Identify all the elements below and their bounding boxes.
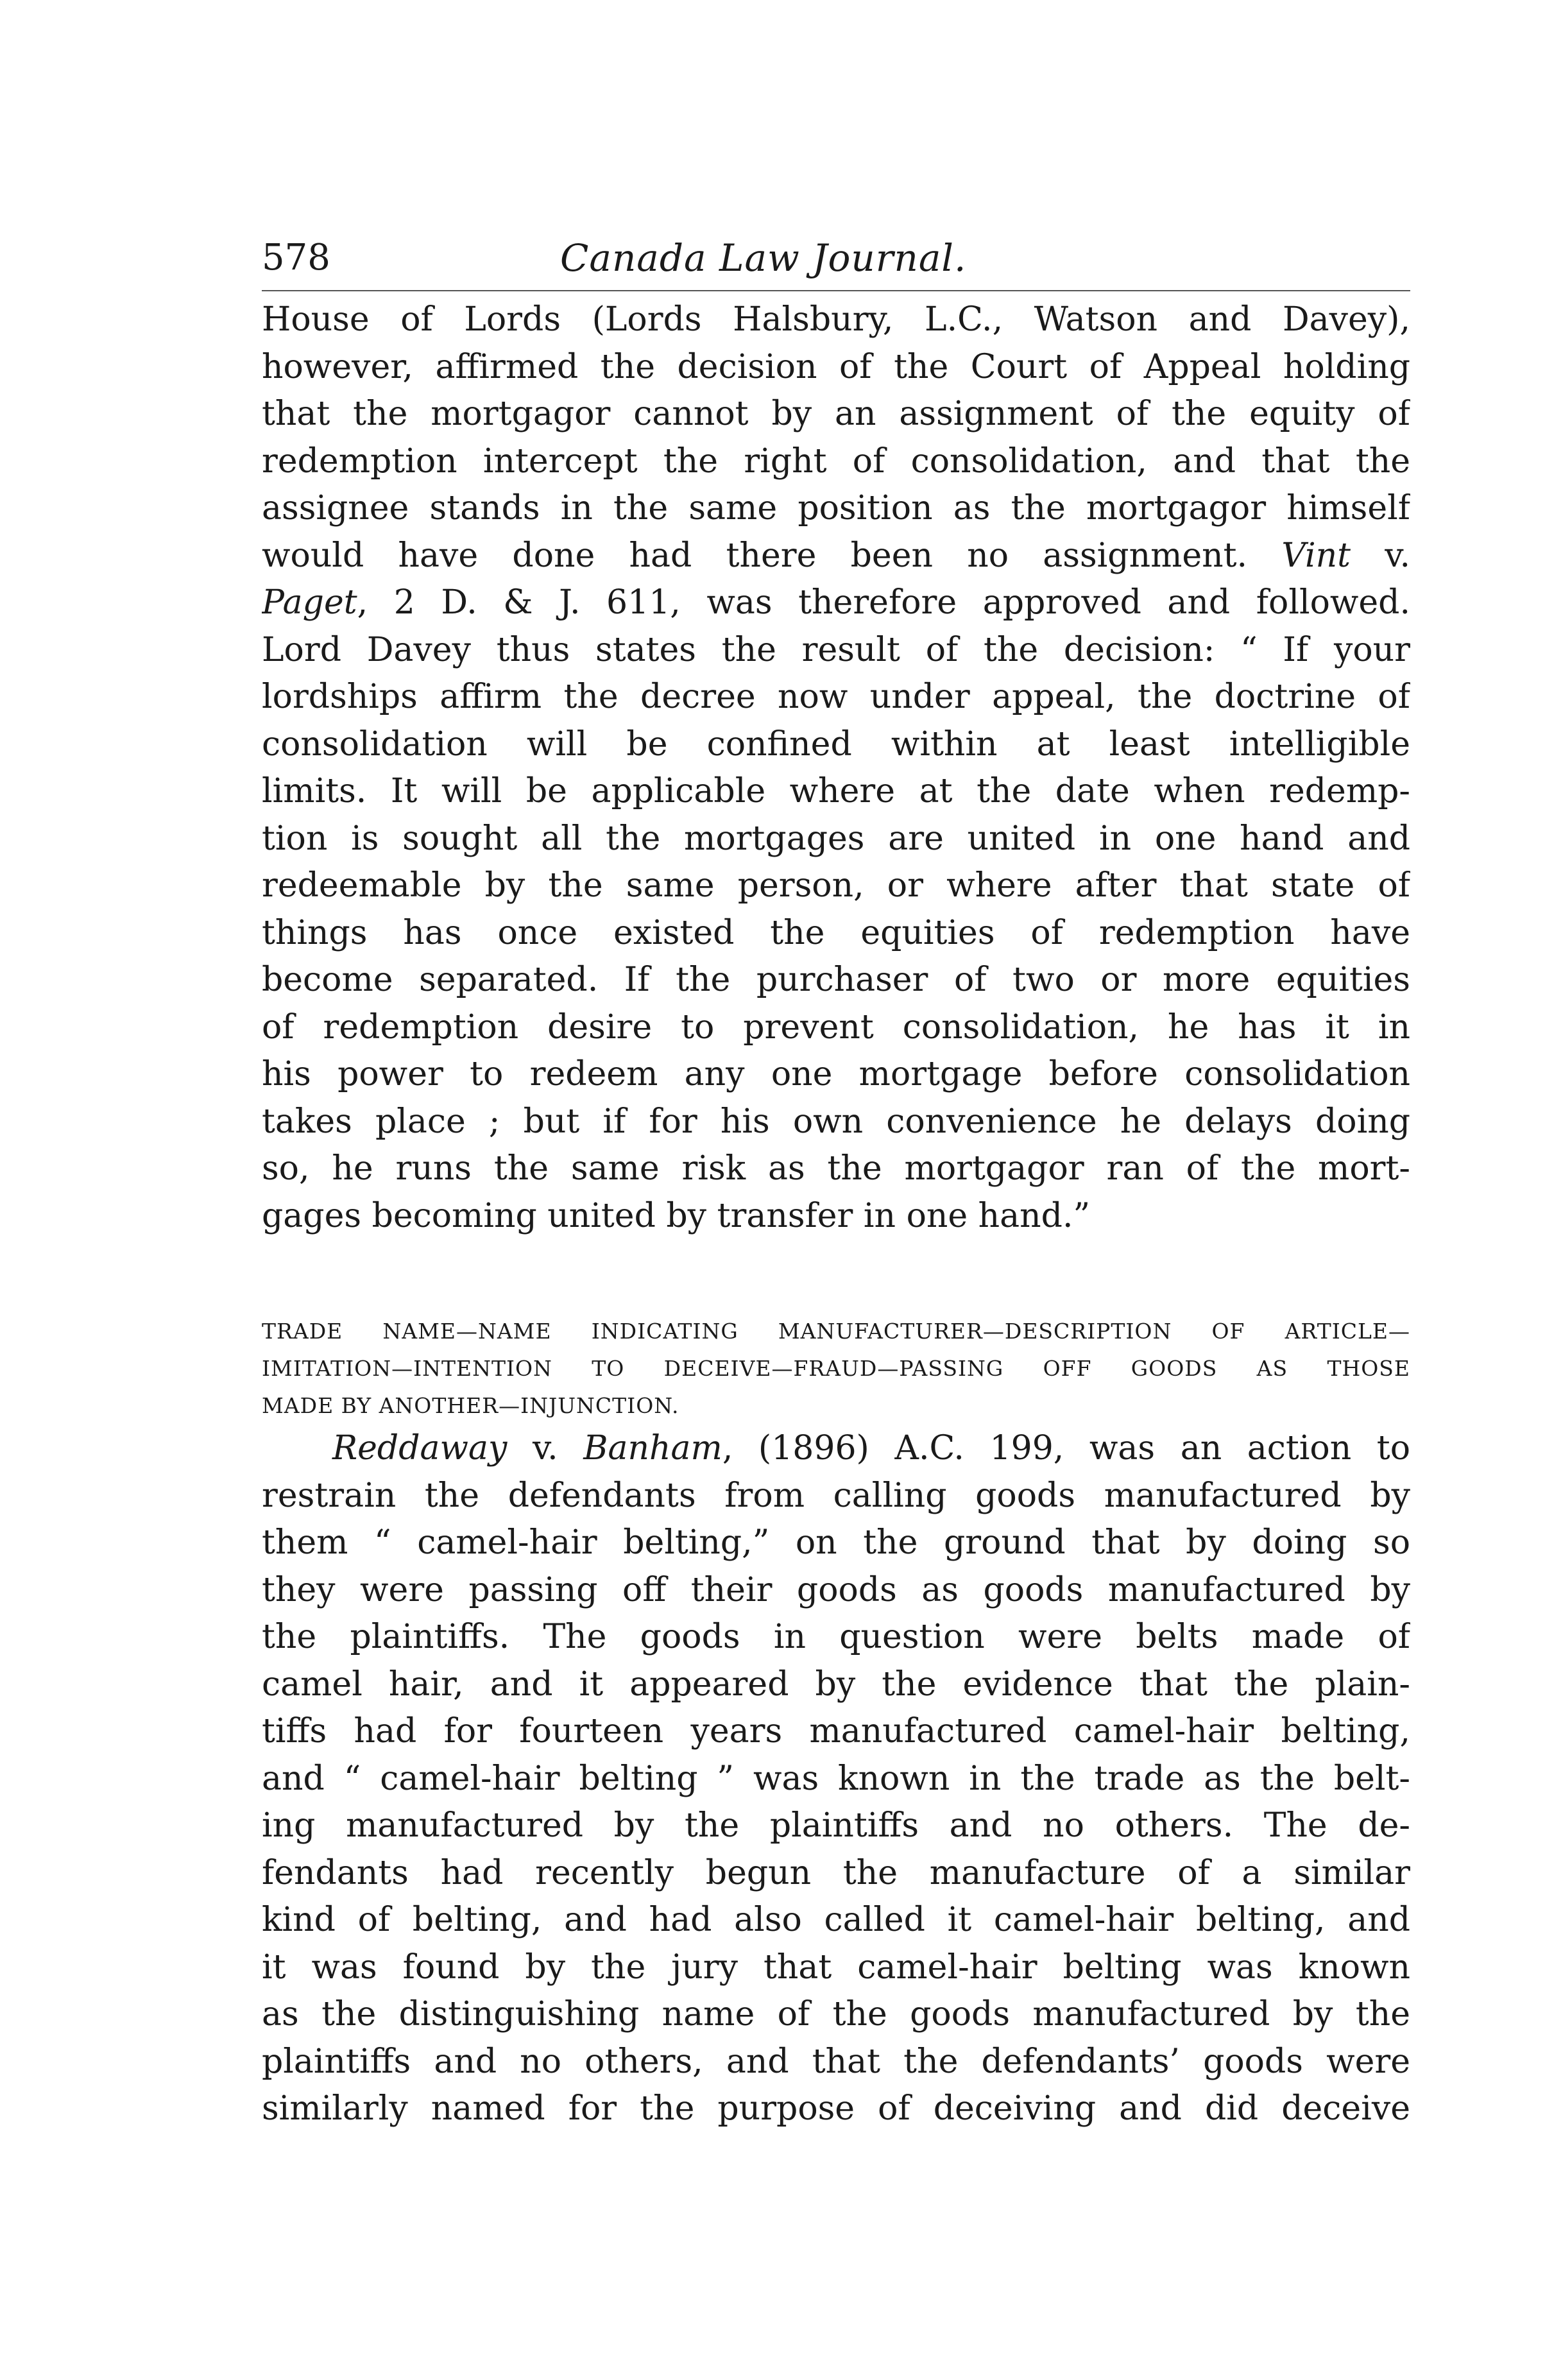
text-line: House of Lords (Lords Halsbury, L.C., Watson and Davey), xyxy=(262,300,1410,339)
heading-line: IMITATION—INTENTION TO DECEIVE—FRAUD—PASSING OFF GOODS AS THOSE xyxy=(262,1356,1410,1381)
text-line: they were passing off their goods as goods manufactured by xyxy=(262,1570,1410,1609)
text-line: ing manufactured by the plaintiffs and no others. The de- xyxy=(262,1806,1410,1845)
text-line: gages becoming united by transfer in one hand.” xyxy=(262,1196,1091,1235)
text-line: restrain the defendants from calling goods manufactured by xyxy=(262,1476,1410,1515)
text-line: so, he runs the same risk as the mortgagor ran of the mort- xyxy=(262,1149,1410,1188)
case-name: Paget xyxy=(262,583,357,622)
case-name-defendant: Banham xyxy=(583,1429,722,1468)
text-line: takes place ; but if for his own convenience he delays doing xyxy=(262,1102,1410,1141)
text-line: and “ camel-hair belting ” was known in the trade as the belt- xyxy=(262,1759,1410,1798)
text-line: it was found by the jury that camel-hair belting was known xyxy=(262,1948,1410,1987)
case-name: Vint xyxy=(1281,536,1351,575)
text-line: his power to redeem any one mortgage before consolidation xyxy=(262,1055,1410,1093)
text-line: tiffs had for fourteen years manufactured camel-hair belting, xyxy=(262,1712,1410,1751)
page-number: 578 xyxy=(262,237,330,278)
text-line: kind of belting, and had also called it camel-hair belting, and xyxy=(262,1901,1410,1939)
text-line: the plaintiffs. The goods in question were belts made of xyxy=(262,1618,1410,1656)
text-line: plaintiffs and no others, and that the defendants’ goods were xyxy=(262,2042,1410,2081)
header-rule xyxy=(262,290,1410,291)
text-line: limits. It will be applicable where at the date when redemp- xyxy=(262,772,1410,810)
text-line: them “ camel-hair belting,” on the ground that by doing so xyxy=(262,1523,1410,1562)
text-line: lordships affirm the decree now under appeal, the doctrine of xyxy=(262,678,1410,716)
text-line: that the mortgagor cannot by an assignment of the equity of xyxy=(262,395,1410,433)
text-line-first xyxy=(262,1425,1410,1473)
heading-line: TRADE NAME—NAME INDICATING MANUFACTURER—DESCRIPTION OF ARTICLE— xyxy=(262,1319,1410,1344)
text-line: of redemption desire to prevent consolidation, he has it in xyxy=(262,1007,1410,1047)
text-line: tion is sought all the mortgages are united in one hand and xyxy=(262,819,1410,858)
text-line: similarly named for the purpose of deceiving and did deceive xyxy=(262,2089,1410,2128)
text-line: as the distinguishing name of the goods manufactured by the xyxy=(262,1995,1410,2033)
text-line: Lord Davey thus states the result of the decision: “ If your xyxy=(262,630,1410,669)
text-line: redemption intercept the right of consolidation, and that the xyxy=(262,441,1410,481)
running-title: Canada Law Journal. xyxy=(560,236,967,280)
case-versus: v. xyxy=(507,1429,584,1468)
paragraph-reddaway xyxy=(262,1425,1410,2133)
section-heading xyxy=(262,1313,1410,1425)
text-line: redeemable by the same person, or where after that state of xyxy=(262,866,1410,905)
page-header xyxy=(262,232,1410,284)
case-name-plaintiff: Reddaway xyxy=(332,1429,508,1468)
text-line: however, affirmed the decision of the Court of Appeal holding xyxy=(262,347,1410,386)
text-line: Paget, 2 D. & J. 611, was therefore approved and followed. xyxy=(262,583,1410,622)
text-line: assignee stands in the same position as the mortgagor himself xyxy=(262,489,1410,527)
text-line: become separated. If the purchaser of two or more equities xyxy=(262,961,1410,999)
heading-line: MADE BY ANOTHER—INJUNCTION. xyxy=(262,1393,679,1418)
text-line: camel hair, and it appeared by the evidence that the plain- xyxy=(262,1665,1410,1704)
text-line: fendants had recently begun the manufacture of a similar xyxy=(262,1853,1410,1892)
text-line: would have done had there been no assignment. Vint v. xyxy=(262,536,1410,575)
text-line: things has once existed the equities of redemption have xyxy=(262,913,1410,952)
text-line: consolidation will be confined within at least intelligible xyxy=(262,724,1410,764)
paragraph-consolidation xyxy=(262,296,1410,1240)
case-citation: , (1896) A.C. 199, was an action to xyxy=(722,1429,1410,1468)
